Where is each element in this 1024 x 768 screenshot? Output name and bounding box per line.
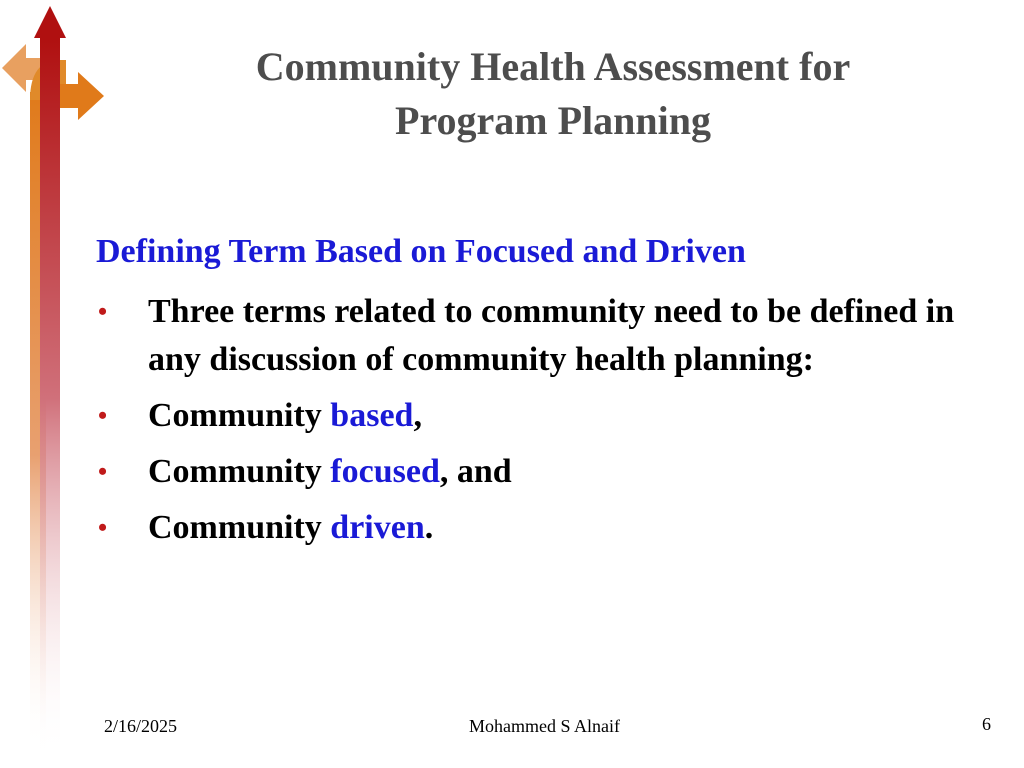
bullet-highlight: based bbox=[330, 397, 414, 434]
bullet-text-post: , and bbox=[439, 453, 512, 490]
bullet-text-post: . bbox=[424, 509, 434, 546]
red-arrow-shaft bbox=[40, 38, 60, 758]
bullet-text-pre: Community bbox=[148, 397, 331, 434]
decorative-arrows bbox=[0, 0, 110, 768]
list-item bbox=[96, 288, 976, 384]
list-item bbox=[96, 448, 976, 496]
slide-title bbox=[150, 40, 956, 148]
up-arrow-icon bbox=[34, 6, 66, 38]
bullet-highlight: driven bbox=[330, 509, 425, 546]
bullet-text: Three terms related to community need to be defined in any discussion of community health planning: bbox=[148, 293, 955, 378]
list-item bbox=[96, 504, 976, 552]
footer-author: Mohammed S Alnaif bbox=[469, 716, 620, 736]
bullet-icon: • bbox=[98, 513, 108, 542]
footer-date: 2/16/2025 bbox=[104, 716, 178, 736]
bullet-highlight: focused bbox=[330, 453, 440, 490]
bullet-text-pre: Community bbox=[148, 509, 331, 546]
title-line-1: Community Health Assessment for bbox=[255, 44, 851, 89]
bullet-icon: • bbox=[98, 457, 108, 486]
page-number: 6 bbox=[982, 714, 991, 734]
section-heading: Defining Term Based on Focused and Driven bbox=[96, 233, 746, 270]
bullet-text-pre: Community bbox=[148, 453, 331, 490]
bullet-icon: • bbox=[98, 401, 108, 430]
bullet-list bbox=[96, 288, 976, 560]
bullet-text-post: , bbox=[413, 397, 422, 434]
title-line-2: Program Planning bbox=[395, 98, 711, 143]
list-item bbox=[96, 392, 976, 440]
bullet-icon: • bbox=[98, 297, 108, 326]
